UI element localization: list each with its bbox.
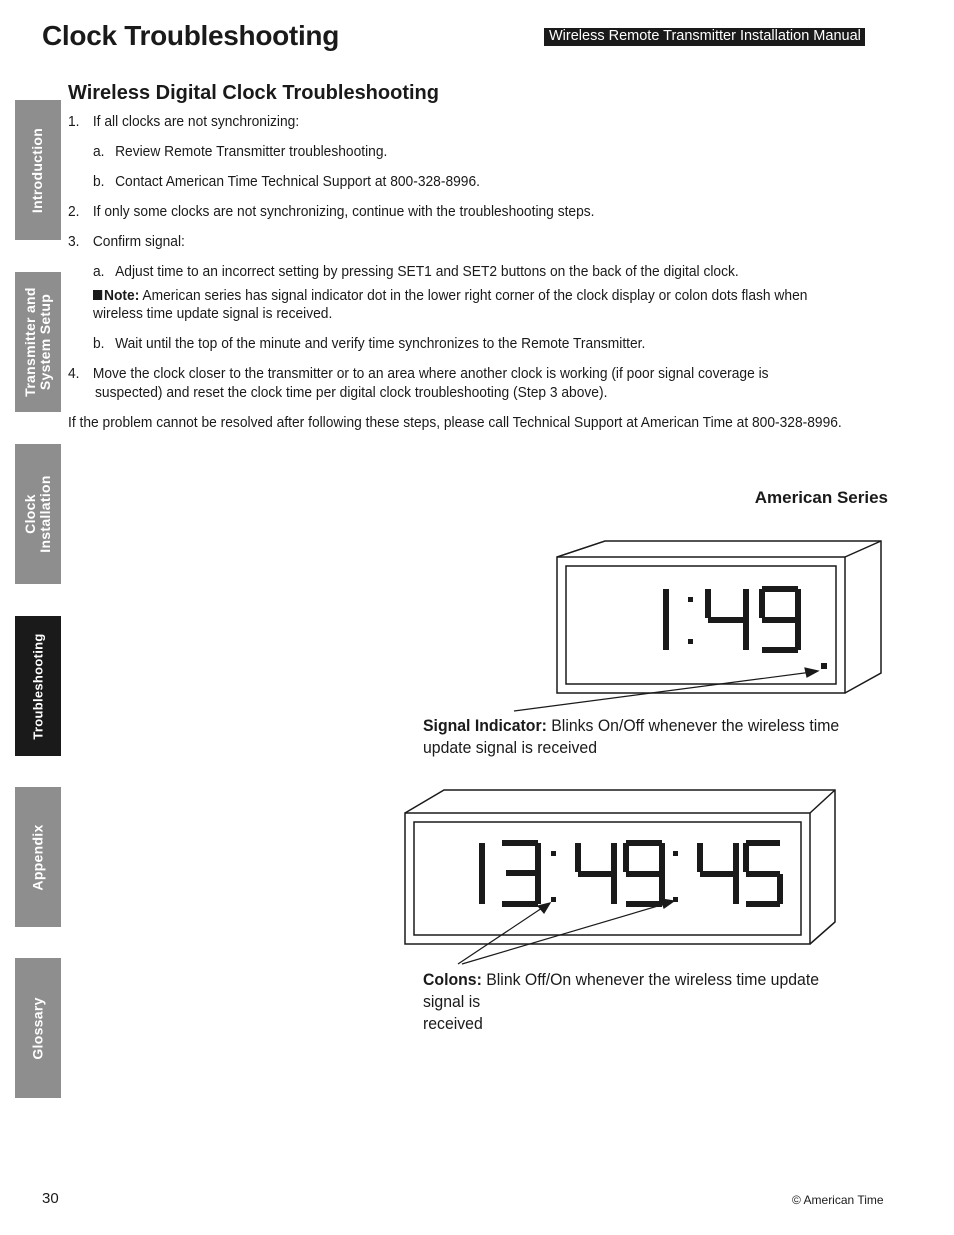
step-number: a. xyxy=(93,263,105,280)
step-text: Review Remote Transmitter troubleshooting. xyxy=(115,143,388,160)
step-text: suspected) and reset the clock time per digital clock troubleshooting (Step 3 above). xyxy=(95,384,608,401)
step-text: Adjust time to an incorrect setting by pressing SET1 and SET2 buttons on the back of the digital clock. xyxy=(115,263,739,280)
tab-label: Appendix xyxy=(29,823,46,891)
step-number: a. xyxy=(93,143,105,160)
colons-caption xyxy=(423,969,860,1035)
tab-label: Introduction xyxy=(29,127,46,213)
caption-text: Blinks On/Off whenever the wireless time xyxy=(551,716,840,735)
closing-text: If the problem cannot be resolved after following these steps, please call Technical Support at American Time at 800-328-8996. xyxy=(68,414,842,431)
step-number: 1. xyxy=(68,113,80,130)
copyright: © American Time xyxy=(792,1193,884,1207)
page-number: 30 xyxy=(42,1190,59,1207)
signal-indicator-caption xyxy=(423,715,860,759)
signal-indicator-arrow xyxy=(514,668,818,711)
step-number: b. xyxy=(93,335,105,352)
note-text: wireless time update signal is received. xyxy=(93,305,333,322)
step-number: 2. xyxy=(68,203,80,220)
step-number: b. xyxy=(93,173,105,190)
step-text: If only some clocks are not synchronizing, continue with the troubleshooting steps. xyxy=(92,203,595,220)
clock-1-digits xyxy=(666,589,798,650)
note-text: American series has signal indicator dot in the lower right corner of the clock display or colon dots flash when xyxy=(142,287,808,304)
tab-label: Glossary xyxy=(29,996,46,1060)
tab-label: Troubleshooting xyxy=(30,632,46,740)
step-text: Confirm signal: xyxy=(92,233,185,250)
step-text: Contact American Time Technical Support at 800-328-8996. xyxy=(115,173,480,190)
step-number: 3. xyxy=(68,233,80,250)
caption-text: Blink Off/On whenever the wireless time update signal is xyxy=(423,970,820,1011)
caption-label: Colons: xyxy=(423,970,482,989)
tab-label: Clock Installation xyxy=(22,475,53,553)
note-label: Note: xyxy=(104,287,140,304)
caption-text: update signal is received xyxy=(423,738,598,757)
step-text: Wait until the top of the minute and verify time synchronizes to the Remote Transmitter. xyxy=(115,335,646,352)
caption-label: Signal Indicator: xyxy=(423,716,547,735)
step-number: 4. xyxy=(68,365,80,382)
step-text: Move the clock closer to the transmitter or to an area where another clock is working (if poor signal coverage is xyxy=(92,365,769,382)
section-title: Wireless Digital Clock Troubleshooting xyxy=(68,82,439,104)
tab-label: Transmitter and System Setup xyxy=(22,287,53,397)
manual-name-badge: Wireless Remote Transmitter Installation Manual xyxy=(544,28,865,46)
colons-arrows xyxy=(458,899,674,964)
clock-2-illustration xyxy=(405,790,835,944)
signal-indicator-dot xyxy=(821,663,827,669)
series-heading: American Series xyxy=(754,488,888,507)
step-text: If all clocks are not synchronizing: xyxy=(92,113,300,130)
clock-2-digits xyxy=(482,843,780,904)
caption-text: received xyxy=(423,1014,483,1033)
page-title: Clock Troubleshooting xyxy=(42,20,340,51)
